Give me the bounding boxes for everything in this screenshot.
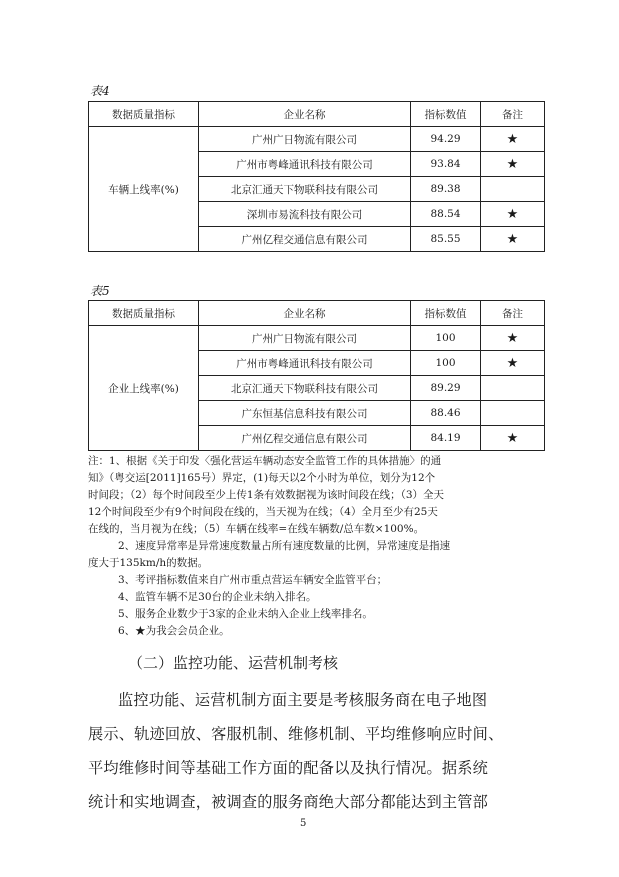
header-metric: 数据质量指标: [89, 102, 199, 127]
header-value: 指标数值: [411, 102, 481, 127]
member-star-icon: ★: [481, 326, 545, 351]
company-cell: 深圳市易流科技有限公司: [199, 202, 411, 227]
header-metric: 数据质量指标: [89, 301, 199, 326]
table-header-row: [89, 102, 545, 127]
header-company: 企业名称: [199, 102, 411, 127]
paragraph-line: 平均维修时间等基础工作方面的配备以及执行情况。据系统: [88, 759, 489, 777]
member-star-icon: ★: [481, 351, 545, 376]
header-remark: 备注: [481, 102, 545, 127]
member-star-icon: ★: [481, 152, 545, 177]
company-cell: 北京汇通天下物联科技有限公司: [199, 177, 411, 202]
remark-cell: [481, 177, 545, 202]
note-item: 4、监管车辆不足30台的企业未纳入排名。: [118, 591, 317, 603]
value-cell: 89.29: [411, 376, 481, 401]
value-cell: 94.29: [411, 127, 481, 152]
company-cell: 广州市粤峰通讯科技有限公司: [199, 351, 411, 376]
note-item: 5、服务企业数少于3家的企业未纳入企业上线率排名。: [118, 608, 373, 620]
value-cell: 89.38: [411, 177, 481, 202]
value-cell: 88.46: [411, 401, 481, 426]
company-cell: 广州市粤峰通讯科技有限公司: [199, 152, 411, 177]
paragraph-line: 统计和实地调查，被调查的服务商绝大部分都能达到主管部: [88, 793, 489, 811]
company-cell: 北京汇通天下物联科技有限公司: [199, 376, 411, 401]
note-item: 2、速度异常率是异常速度数量占所有速度数量的比例，异常速度是指速: [118, 540, 451, 552]
value-cell: 100: [411, 326, 481, 351]
company-cell: 广东恒基信息科技有限公司: [199, 401, 411, 426]
table4: [88, 101, 545, 252]
note-line: 时间段；（2）每个时间段至少上传1条有效数据视为该时间段在线；（3）全天: [88, 489, 445, 501]
metric-cell: 车辆上线率(%): [89, 127, 199, 252]
note-item: 3、考评指标数值来自广州市重点营运车辆安全监管平台；: [118, 574, 388, 586]
member-star-icon: ★: [481, 202, 545, 227]
body-paragraph: [88, 683, 544, 819]
note-item: 6、★为我会会员企业。: [118, 625, 230, 637]
value-cell: 85.55: [411, 227, 481, 252]
table-header-row: [89, 301, 545, 326]
note-item: 度大于135km/h的数据。: [88, 557, 209, 569]
section-heading: （二）监控功能、运营机制考核: [128, 654, 339, 672]
table4-caption: 表4: [90, 84, 110, 98]
paragraph-line: 监控功能、运营机制方面主要是考核服务商在电子地图: [118, 691, 488, 709]
note-line: 注：1、根据《关于印发〈强化营运车辆动态安全监管工作的具体措施〉的通: [88, 455, 442, 467]
company-cell: 广州广日物流有限公司: [199, 326, 411, 351]
remark-cell: [481, 376, 545, 401]
member-star-icon: ★: [481, 426, 545, 451]
paragraph-line: 展示、轨迹回放、客服机制、维修机制、平均维修响应时间、: [88, 725, 504, 743]
table-notes: [88, 453, 544, 640]
table-row: [89, 326, 545, 351]
header-company: 企业名称: [199, 301, 411, 326]
metric-cell: 企业上线率(%): [89, 326, 199, 451]
table-row: [89, 127, 545, 152]
company-cell: 广州广日物流有限公司: [199, 127, 411, 152]
company-cell: 广州亿程交通信息有限公司: [199, 227, 411, 252]
value-cell: 84.19: [411, 426, 481, 451]
table5-caption: 表5: [90, 284, 110, 298]
member-star-icon: ★: [481, 127, 545, 152]
note-line: 知》（粤交运[2011]165号）界定，(1)每天以2个小时为单位，划分为12个: [88, 472, 436, 484]
value-cell: 88.54: [411, 202, 481, 227]
value-cell: 100: [411, 351, 481, 376]
note-line: 12个时间段至少有9个时间段在线的，当天视为在线；（4）全月至少有25天: [88, 506, 438, 518]
page-number: 5: [300, 818, 307, 829]
company-cell: 广州亿程交通信息有限公司: [199, 426, 411, 451]
header-value: 指标数值: [411, 301, 481, 326]
value-cell: 93.84: [411, 152, 481, 177]
header-remark: 备注: [481, 301, 545, 326]
table5: [88, 300, 545, 451]
member-star-icon: ★: [481, 227, 545, 252]
note-line: 在线的，当月视为在线；（5）车辆在线率=在线车辆数/总车数×100%。: [88, 523, 425, 535]
remark-cell: [481, 401, 545, 426]
